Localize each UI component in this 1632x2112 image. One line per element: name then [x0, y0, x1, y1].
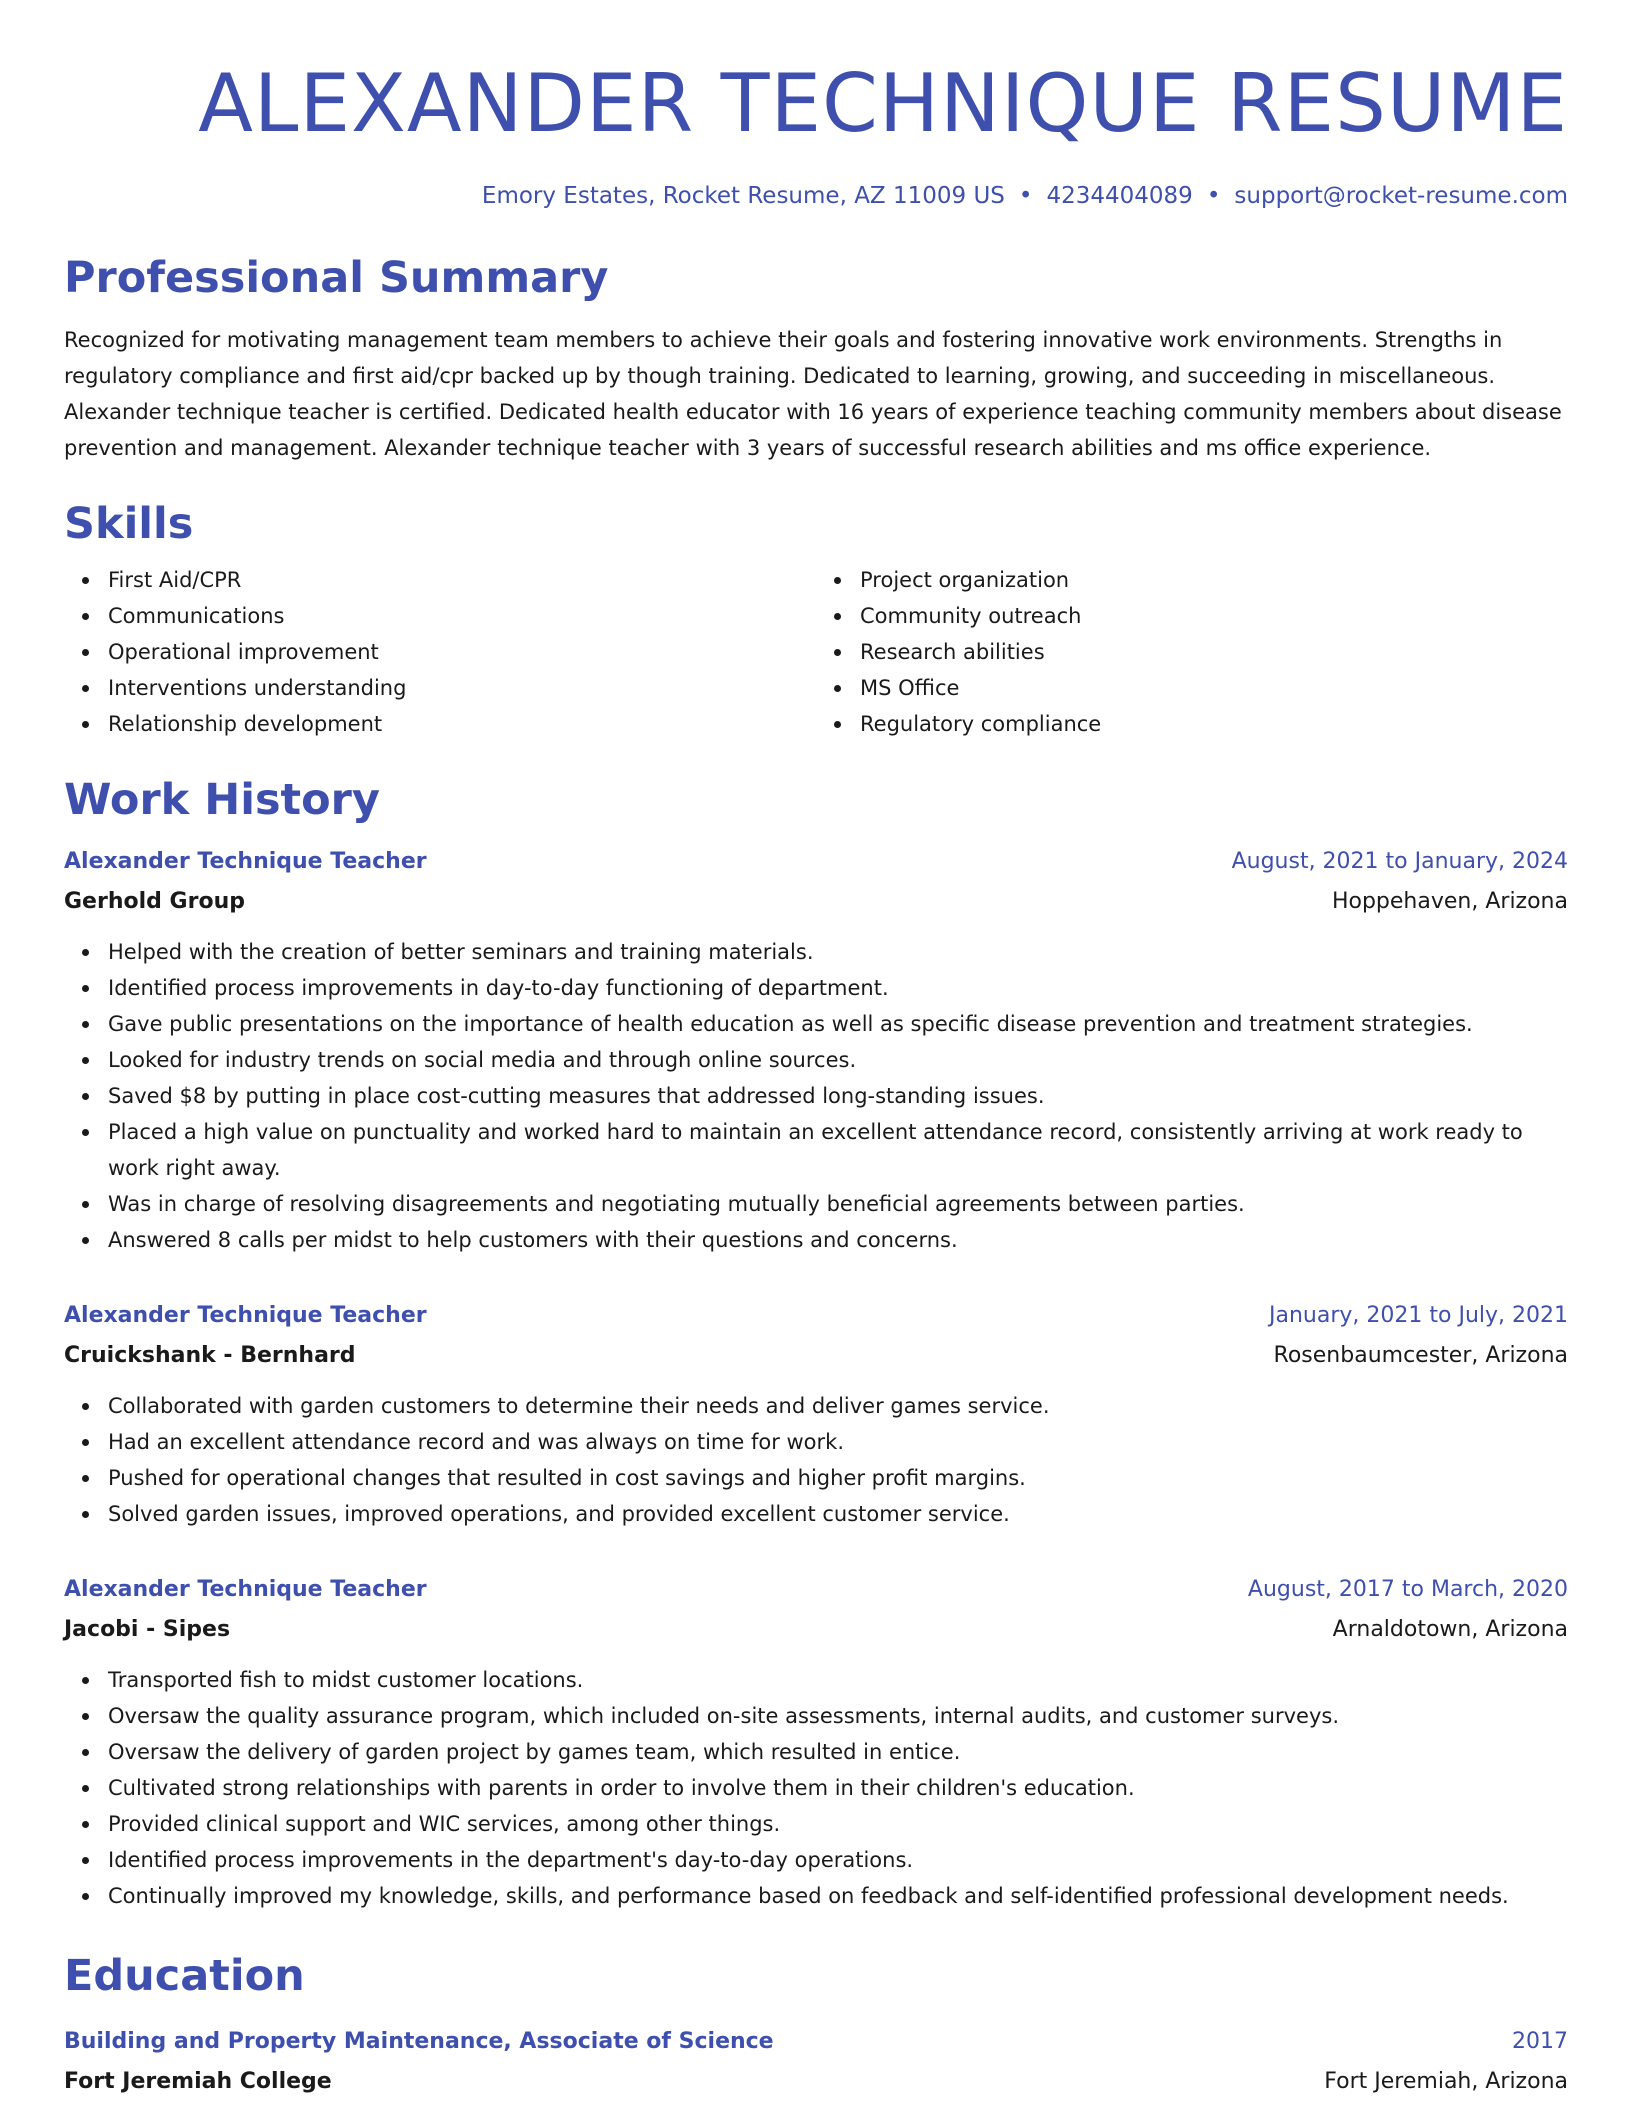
job-location: Hoppehaven, Arizona — [1331, 889, 1568, 914]
job-bullets — [64, 934, 1568, 1258]
job-bullet: Oversaw the delivery of garden project by games team, which resulted in entice. — [108, 1734, 1568, 1770]
education-location: Fort Jeremiah, Arizona — [1324, 2069, 1568, 2094]
job-bullet: Identified process improvements in day-to-day functioning of department. — [108, 970, 1568, 1006]
skill-item: Relationship development — [108, 706, 816, 742]
summary-text: Recognized for motivating management team members to achieve their goals and fostering innovative work environments. Strengths in regulatory compliance and first aid/cpr backed up by though training. Dedicated to learning, growing, and succeeding in miscellaneous. Alexander technique teacher is certified. Dedicated health educator with 16 years of experience teaching community members about disease prevention and management. Alexander technique teacher with 3 years of successful research abilities and ms office experience. — [64, 328, 1562, 460]
education-school: Fort Jeremiah College — [64, 2069, 332, 2094]
job-bullet: Provided clinical support and WIC services, among other things. — [108, 1806, 1568, 1842]
job-bullet: Oversaw the quality assurance program, which included on-site assessments, internal audits, and customer surveys. — [108, 1698, 1568, 1734]
job-bullet: Pushed for operational changes that resulted in cost savings and higher profit margins. — [108, 1460, 1568, 1496]
job-company: Cruickshank - Bernhard — [64, 1343, 356, 1368]
contact-email[interactable]: support@rocket-resume.com — [1234, 183, 1568, 209]
contact-line — [64, 180, 1568, 212]
skills-column-right — [816, 562, 1568, 742]
job-bullet: Was in charge of resolving disagreements and negotiating mutually beneficial agreements between parties. — [108, 1186, 1568, 1222]
job-title: Alexander Technique Teacher — [64, 1577, 427, 1602]
skill-item: MS Office — [860, 670, 1568, 706]
skill-item: Project organization — [860, 562, 1568, 598]
job-bullets — [64, 1388, 1568, 1532]
skill-item: Operational improvement — [108, 634, 816, 670]
resume-name: ALEXANDER TECHNIQUE RESUME — [198, 57, 1568, 150]
work-history-heading: Work History — [64, 775, 380, 825]
skill-item: Interventions understanding — [108, 670, 816, 706]
contact-separator: • — [1206, 183, 1221, 209]
job-bullet: Helped with the creation of better seminars and training materials. — [108, 934, 1568, 970]
job-bullet: Placed a high value on punctuality and worked hard to maintain an excellent attendance record, consistently arriving at work ready to work right away. — [108, 1114, 1568, 1186]
skills-column-left — [64, 562, 816, 742]
contact-address: Emory Estates, Rocket Resume, AZ 11009 US — [481, 183, 1005, 209]
contact-separator: • — [1018, 183, 1033, 209]
education-entry — [64, 2024, 1568, 2100]
education-degree: Building and Property Maintenance, Associate of Science — [64, 2029, 774, 2054]
skill-item: Community outreach — [860, 598, 1568, 634]
skill-item: Regulatory compliance — [860, 706, 1568, 742]
job-title: Alexander Technique Teacher — [64, 1303, 427, 1328]
job-bullet: Collaborated with garden customers to determine their needs and deliver games service. — [108, 1388, 1568, 1424]
job-entry — [64, 1572, 1568, 1914]
job-location: Rosenbaumcester, Arizona — [1273, 1343, 1568, 1368]
education-year: 2017 — [1512, 2029, 1568, 2054]
job-company: Jacobi - Sipes — [64, 1617, 231, 1642]
job-dates: August, 2021 to January, 2024 — [1231, 849, 1568, 874]
job-title: Alexander Technique Teacher — [64, 849, 427, 874]
job-dates: January, 2021 to July, 2021 — [1269, 1303, 1568, 1328]
contact-phone: 4234404089 — [1046, 183, 1193, 209]
job-bullet: Continually improved my knowledge, skills, and performance based on feedback and self-identified professional development needs. — [108, 1878, 1568, 1914]
skill-item: Communications — [108, 598, 816, 634]
job-location: Arnaldotown, Arizona — [1332, 1617, 1568, 1642]
resume-page — [64, 0, 1568, 2100]
job-bullet: Answered 8 calls per midst to help customers with their questions and concerns. — [108, 1222, 1568, 1258]
job-bullet: Cultivated strong relationships with parents in order to involve them in their children's education. — [108, 1770, 1568, 1806]
job-bullet: Had an excellent attendance record and was always on time for work. — [108, 1424, 1568, 1460]
summary-heading: Professional Summary — [64, 253, 609, 303]
job-entry — [64, 844, 1568, 1258]
education-heading: Education — [64, 1951, 305, 2001]
job-dates: August, 2017 to March, 2020 — [1247, 1577, 1568, 1602]
job-entry — [64, 1298, 1568, 1532]
job-bullet: Transported fish to midst customer locations. — [108, 1662, 1568, 1698]
skill-item: Research abilities — [860, 634, 1568, 670]
job-bullet: Solved garden issues, improved operations, and provided excellent customer service. — [108, 1496, 1568, 1532]
skill-item: First Aid/CPR — [108, 562, 816, 598]
job-bullet: Identified process improvements in the department's day-to-day operations. — [108, 1842, 1568, 1878]
job-bullet: Saved $8 by putting in place cost-cutting measures that addressed long-standing issues. — [108, 1078, 1568, 1114]
job-bullets — [64, 1662, 1568, 1914]
job-bullet: Looked for industry trends on social media and through online sources. — [108, 1042, 1568, 1078]
skills-list — [64, 562, 1568, 742]
job-company: Gerhold Group — [64, 889, 245, 914]
skills-heading: Skills — [64, 499, 194, 549]
job-bullet: Gave public presentations on the importance of health education as well as specific disease prevention and treatment strategies. — [108, 1006, 1568, 1042]
